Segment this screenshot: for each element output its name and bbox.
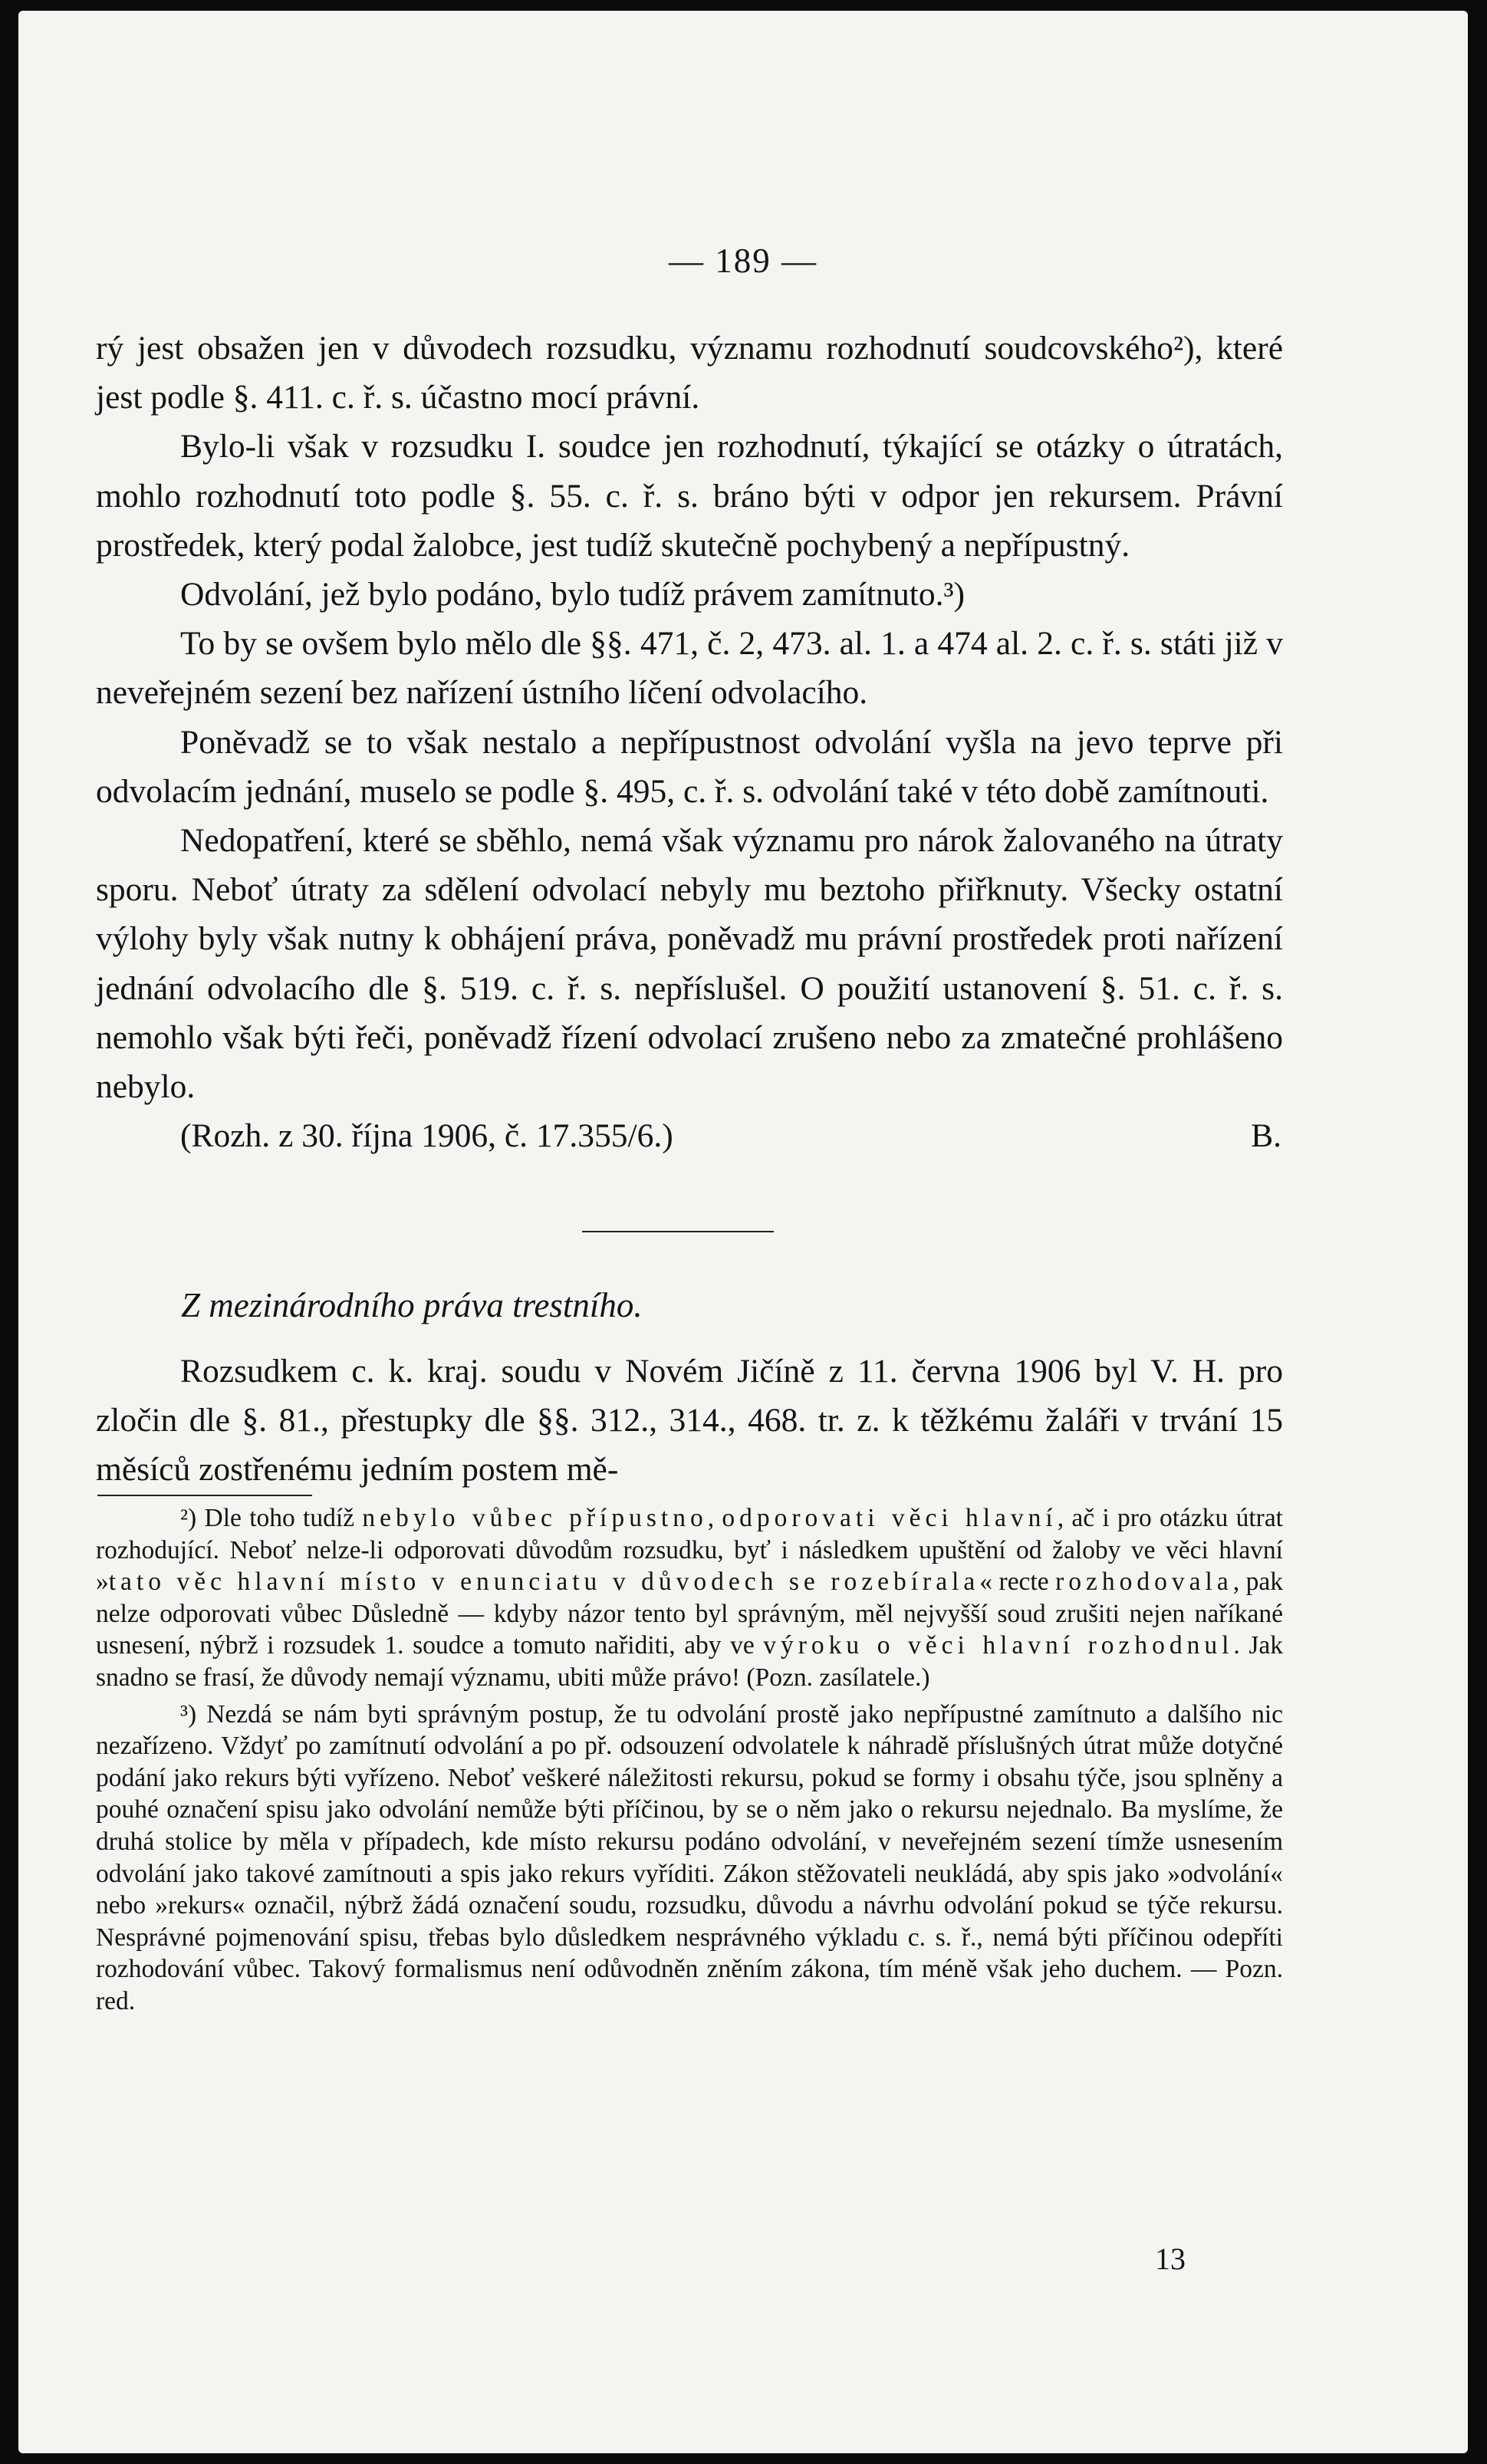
footnote-text: , ač i pro otázku útrat rozhodující. Neboť nelze-li odporovati důvodům rozsudku, byť i následkem upuštění od žaloby ve věci hlavní » — [96, 1504, 1283, 1597]
main-text — [96, 324, 1283, 1160]
footnote-text: , pak nelze odporovati vůbec Důsledně — kdyby názor tento byl správným, měl nejvyšší soud zrušiti nejen naříkané usnesení, nýbrž i rozsudek 1. soudce a tomuto nařiditi, aby ve — [96, 1568, 1284, 1660]
footnote-2 — [96, 1502, 1283, 1694]
footnote-emphasis: nebylo vůbec přípustno — [362, 1504, 708, 1532]
footnote-emphasis: výroku o věci hlavní rozhodnul — [763, 1631, 1234, 1660]
footnote-emphasis: rozhodovala — [1055, 1568, 1233, 1597]
section-divider — [582, 1231, 774, 1232]
paragraph: Bylo-li však v rozsudku I. soudce jen rozhodnutí, týkající se otázky o útratách, mohlo rozhodnutí toto podle §. 55. c. ř. s. bráno býti v odpor jen rekursem. Právní prostředek, který podal žalobce, jest tudíž skutečně pochybený a nepřípustný. — [96, 428, 1283, 564]
decision-reference-line — [96, 1111, 1283, 1160]
footnote-emphasis: tato věc hlavní místo v enunciatu v důvodech se rozebírala — [108, 1568, 980, 1597]
paragraph-continuation: rý jest obsažen jen v důvodech rozsudku, významu rozhodnutí soudcovského²), které jest podle §. 411. c. ř. s. účastno mocí právní. — [96, 330, 1283, 416]
footnote-text: , — [707, 1504, 715, 1532]
footnote-3 — [96, 1699, 1283, 2018]
decision-reference: (Rozh. z 30. října 1906, č. 17.355/6.) — [180, 1117, 673, 1155]
paragraph: To by se ovšem bylo mělo dle §§. 471, č. 2, 473. al. 1. a 474 al. 2. c. ř. s. státi již v neveřejném sezení bez nařízení ústního líčení odvolacího. — [96, 625, 1283, 712]
author-mark: B. — [1251, 1117, 1281, 1155]
footnote-text: « recte — [979, 1568, 1049, 1597]
paragraph: Poněvadž se to však nestalo a nepřípustnost odvolání vyšla na jevo teprve při odvolacím jednání, muselo se podle §. 495, c. ř. s. odvolání také v této době zamítnouti. — [96, 723, 1283, 810]
section-heading: Z mezinárodního práva trestního. — [181, 1286, 643, 1324]
footnote-mark: ²) — [180, 1504, 197, 1532]
section-text — [96, 1347, 1283, 1495]
paragraph: Nedopatření, které se sběhlo, nemá však významu pro nárok žalovaného na útraty sporu. Neboť útraty za sdělení odvolací nebyly mu beztoho přiřknuty. Všecky ostatní výlohy byly však nutny k obhájení práva, poněvadž mu právní prostředek proti nařízení jednání odvolacího dle §. 519. c. ř. s. nepříslušel. O použití ustanovení §. 51. c. ř. s. nemohlo však býti řeči, poněvadž řízení odvolací zrušeno nebo za zmatečné prohlášeno nebylo. — [96, 822, 1283, 1106]
paragraph: Rozsudkem c. k. kraj. soudu v Novém Jičíně z 11. června 1906 byl V. H. pro zločin dle §. 81., přestupky dle §§. 312., 314., 468. tr. z. k těžkému žaláři v trvání 15 měsíců zostřenému jedním postem mě- — [96, 1353, 1283, 1489]
footnote-text: Nezdá se nám byti správným postup, že tu odvolání prostě jako nepřípustné zamítnuto a dalšího nic nezařízeno. Vždyť po zamítnutí odvolání a po př. odsouzení odvolatele k náhradě příslušných útrat může dotyčné podání jako rekurs býti vyřízeno. Neboť veškeré náležitosti rekursu, pokud se formy i obsahu týče, jsou splněny a pouhé označení spisu jako odvolání nemůže býti příčinou, by se o něm jako o rekursu nejednalo. Ba myslíme, že druhá stolice by měla v případech, kde místo rekursu podáno odvolání, v neveřejném sezení tímže usnesením odvolání jako takové zamítnouti a spis jako rekurs vyříditi. Zákon stěžovateli neukládá, aby spis jako »odvolání« nebo »rekurs« označil, nýbrž žádá označení soudu, rozsudku, důvodu a návrhu odvolání pokud se týče rekursu. Nesprávné pojmenování spisu, třebas bylo důsledkem nesprávného výkladu c. s. ř., nemá býti příčinou odepříti rozhodování vůbec. Takový formalismus není odůvodněn zněním zákona, tím méně však jeho duchem. — Pozn. red. — [96, 1699, 1283, 2015]
paragraph: Odvolání, jež bylo podáno, bylo tudíž právem zamítnuto.³) — [180, 576, 965, 614]
footnote-text: . Jak snadno se frasí, že důvody nemají významu, ubiti může právo! (Pozn. zasílatele.) — [96, 1631, 1283, 1692]
footnote-mark: ³) — [180, 1699, 197, 1729]
footnotes — [96, 1502, 1283, 2018]
footnote-divider — [97, 1495, 312, 1496]
document-page — [18, 11, 1468, 2453]
footnote-text: Dle toho tudíž — [204, 1504, 355, 1532]
page-header-number: — 189 — — [669, 242, 818, 280]
signature-number: 13 — [1155, 2242, 1186, 2276]
footnote-emphasis: odporovati věci hlavní — [722, 1504, 1058, 1532]
